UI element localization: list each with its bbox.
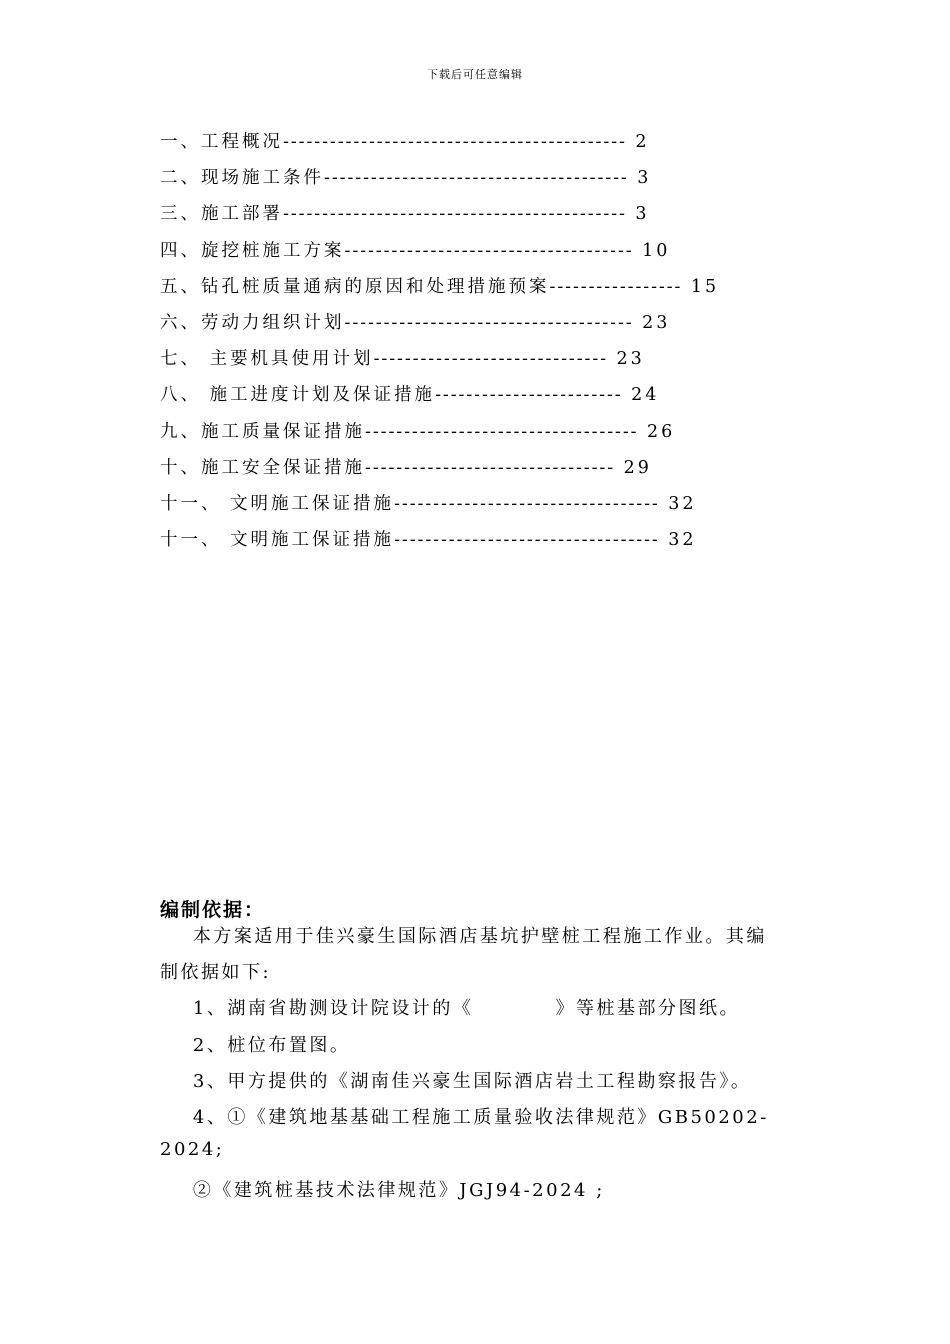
toc-entry-title: 八、 施工进度计划及保证措施 — [160, 385, 436, 406]
toc-entry-title: 六、劳动力组织计划 — [160, 312, 345, 333]
toc-entry — [160, 381, 860, 417]
toc-entry — [160, 526, 860, 562]
toc-entry — [160, 128, 860, 164]
toc-entry-leader: ------------------------------ — [373, 349, 608, 370]
toc-entry-title: 十、施工安全保证措施 — [160, 457, 365, 478]
toc-entry-leader: ------------------------------------- — [344, 240, 634, 261]
toc-entry — [160, 273, 860, 309]
toc-entry-leader: -------------------------------- — [365, 457, 616, 478]
toc-entry-page: 26 — [638, 421, 676, 442]
basis-line: ②《建筑桩基技术法律规范》JGJ94-2024 ; — [160, 1180, 605, 1201]
toc-entry-page: 32 — [659, 493, 697, 514]
toc-entry-page: 23 — [607, 349, 645, 370]
toc-entry-title: 四、旋挖桩施工方案 — [160, 240, 345, 261]
header-note: 下载后可任意编辑 — [427, 68, 523, 81]
toc-entry — [160, 237, 860, 273]
toc-entry-page: 24 — [622, 385, 660, 406]
basis-line: 1、湖南省勘测设计院设计的《 》等桩基部分图纸。 — [160, 998, 741, 1019]
toc-entry-title: 九、施工质量保证措施 — [160, 421, 365, 442]
basis-line: 制依据如下: — [160, 962, 272, 983]
toc-entry-leader: ---------------------------------- — [394, 530, 660, 551]
basis-heading: 编制依据： — [160, 899, 266, 921]
toc-entry-leader: -------------------------------------------- — [283, 204, 627, 225]
toc-entry-page: 2 — [626, 132, 650, 152]
toc-entry-title: 十一、 文明施工保证措施 — [160, 530, 395, 551]
toc-entry-page: 29 — [615, 457, 652, 478]
toc-entry-page: 32 — [659, 530, 697, 551]
basis-line: 2、桩位布置图。 — [160, 1035, 351, 1056]
toc-entry-title: 十一、 文明施工保证措施 — [160, 493, 395, 514]
toc-entry — [160, 164, 860, 200]
toc-entry-leader: -------------------------------------------- — [283, 132, 627, 152]
toc-entry — [160, 309, 860, 345]
toc-entry-title: 一、工程概况 — [160, 132, 283, 152]
basis-line: 4、①《建筑地基基础工程施工质量验收法律规范》GB50202- — [160, 1107, 769, 1128]
toc-entry-title: 七、 主要机具使用计划 — [160, 349, 374, 370]
toc-entry — [160, 418, 860, 454]
toc-entry-leader: ----------------- — [549, 276, 683, 297]
toc-entry-leader: --------------------------------------- — [324, 168, 629, 189]
toc-entry-leader: ------------------------ — [435, 385, 623, 406]
toc-entry-page: 15 — [682, 276, 720, 297]
basis-line: 本方案适用于佳兴豪生国际酒店基坑护壁桩工程施工作业。其编 — [160, 926, 767, 947]
basis-line: 3、甲方提供的《湖南佳兴豪生国际酒店岩土工程勘察报告》。 — [160, 1071, 752, 1092]
toc-entry-title: 二、现场施工条件 — [160, 168, 324, 189]
toc-entry — [160, 490, 860, 526]
toc-entry-leader: ----------------------------------- — [365, 421, 639, 442]
basis-line: 2024; — [160, 1139, 225, 1160]
toc-entry-title: 五、钻孔桩质量通病的原因和处理措施预案 — [160, 276, 550, 297]
toc-entry-title: 三、施工部署 — [160, 204, 283, 225]
toc-entry — [160, 345, 860, 381]
toc-entry-leader: ------------------------------------- — [344, 312, 634, 333]
toc-entry-leader: ---------------------------------- — [394, 493, 660, 514]
toc-entry — [160, 200, 860, 236]
toc-entry — [160, 454, 860, 490]
table-of-contents — [160, 128, 860, 562]
toc-entry-page: 23 — [633, 312, 671, 333]
toc-entry-page: 3 — [626, 204, 650, 225]
toc-entry-page: 10 — [633, 240, 671, 261]
toc-entry-page: 3 — [628, 168, 652, 189]
